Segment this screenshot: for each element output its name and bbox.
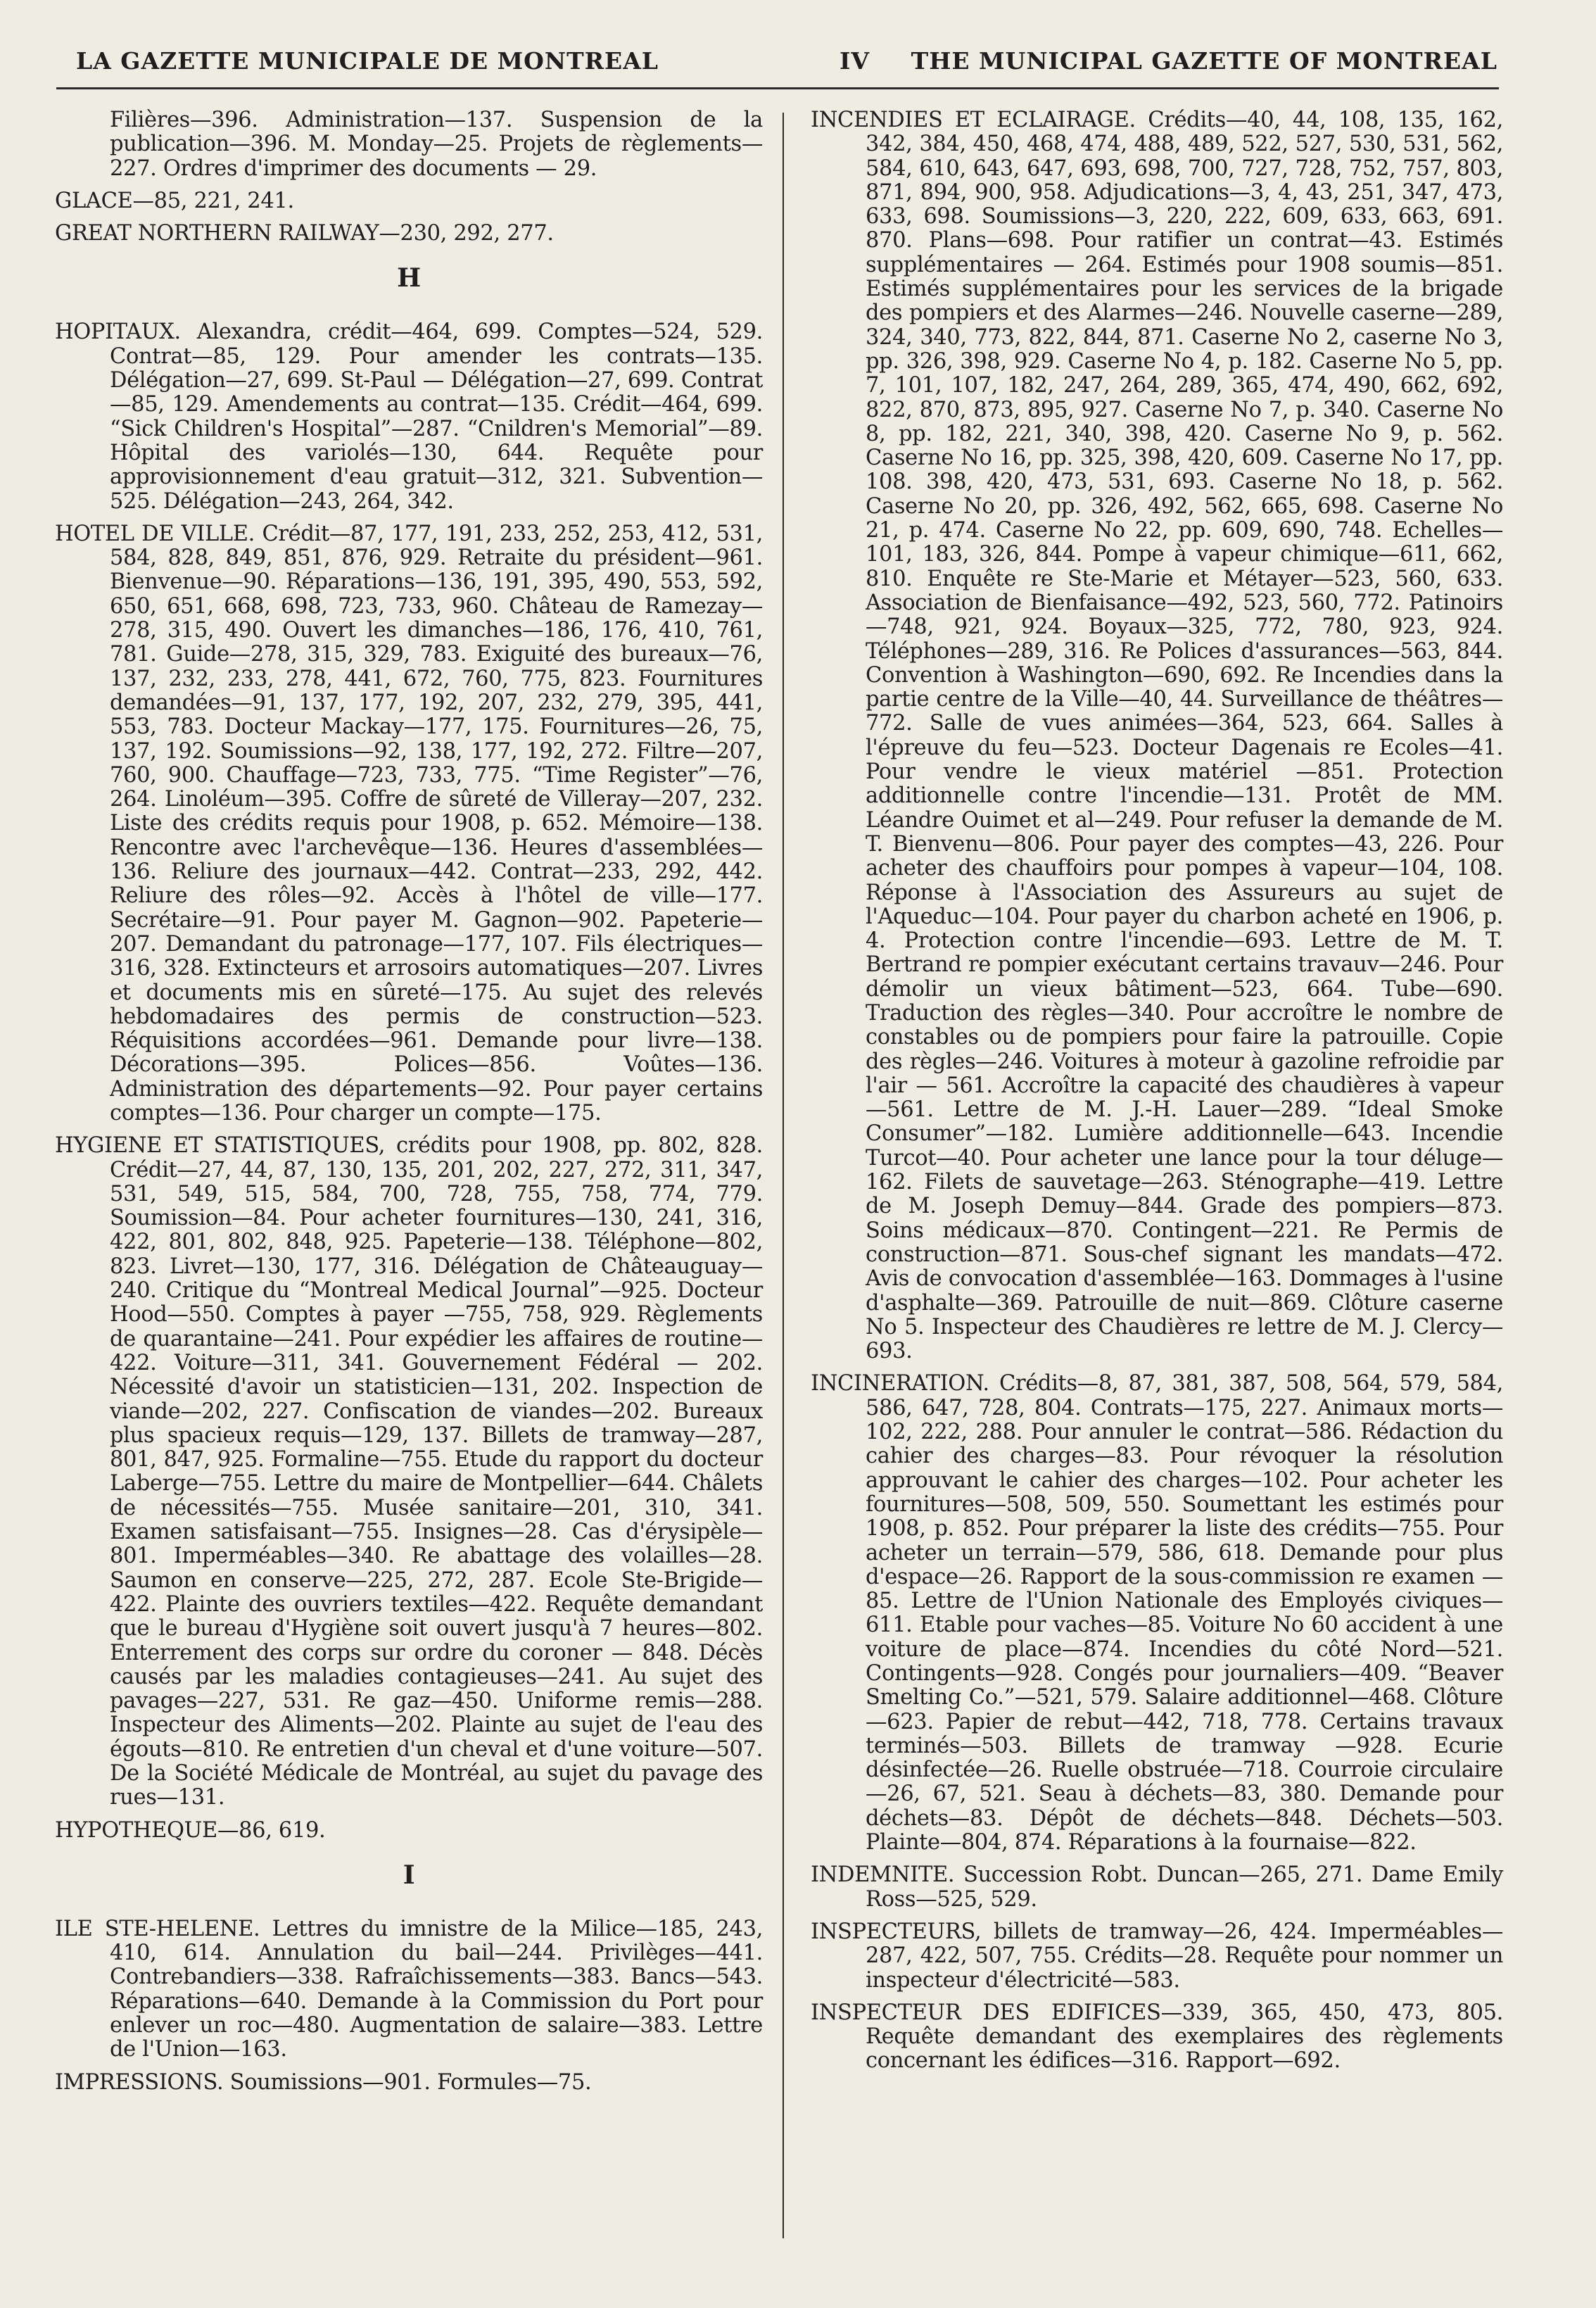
index-entry-inspecteurs: INSPECTEURS, billets de tramway—26, 424. Imperméables—287, 422, 507, 755. Crédits—28. Requête pour nommer un inspecteur d'électricité—583.	[811, 1919, 1503, 1993]
index-entry-incendies: INCENDIES ET ECLAIRAGE. Crédits—40, 44, 108, 135, 162, 342, 384, 450, 468, 474, 488, 489, 522, 527, 530, 531, 562, 584, 610, 643, 647, 693, 698, 700, 727, 728, 752, 757, 803, 871, 894, 900, 958. Adjudications—3, 4, 43, 251, 347, 473, 633, 698. Soumissions—3, 220, 222, 609, 633, 663, 691. 870. Plans—698. Pour ratifier un contrat—43. Estimés supplémentaires — 264. Estimés pour 1908 soumis—851. Estimés supplémentaires pour les services de la brigade des pompiers et des Alarmes—246. Nouvelle caserne—289, 324, 340, 773, 822, 844, 871. Caserne No 2, caserne No 3, pp. 326, 398, 929. Caserne No 4, p. 182. Caserne No 5, pp. 7, 101, 107, 182, 247, 264, 289, 365, 474, 490, 662, 692, 822, 870, 873, 895, 927. Caserne No 7, p. 340. Caserne No 8, pp. 182, 221, 340, 398, 420. Caserne No 9, p. 562. Caserne No 16, pp. 325, 398, 420, 609. Caserne No 17, pp. 108. 398, 420, 473, 531, 693. Caserne No 18, p. 562. Caserne No 20, pp. 326, 492, 562, 665, 698. Caserne No 21, p. 474. Caserne No 22, pp. 609, 690, 748. Echelles—101, 183, 326, 844. Pompe à vapeur chimique—611, 662, 810. Enquête re Ste-Marie et Métayer—523, 560, 633. Association de Bienfaisance—492, 523, 560, 772. Patinoirs—748, 921, 924. Boyaux—325, 772, 780, 923, 924. Téléphones—289, 316. Re Polices d'assurances—563, 844. Convention à Washington—690, 692. Re Incendies dans la partie centre de la Ville—40, 44. Surveillance de théâtres—772. Salle de vues animées—364, 523, 664. Salles à l'épreuve du feu—523. Docteur Dagenais re Ecoles—41. Pour vendre le vieux matériel —851. Protection additionnelle contre l'incendie—131. Protêt de MM. Léandre Ouimet et al—249. Pour refuser la demande de M. T. Bienvenu—806. Pour payer des comptes—43, 226. Pour acheter des chauffoirs pour pompes à vapeur—104, 108. Réponse à l'Association des Assureurs au sujet de l'Aqueduc—104. Pour payer du charbon acheté en 1906, p. 4. Protection contre l'incendie—693. Lettre de M. T. Bertrand re pompier exécutant certains travauv—246. Pour démolir un vieux bâtiment—523, 664. Tube—690. Traduction des règles—340. Pour accroître le nombre de constables ou de pompiers pour faire la patrouille. Copie des règles—246. Voitures à moteur à gazoline refroidie par l'air — 561. Accroître la capacité des chaudières à vapeur—561. Lettre de M. J.-H. Lauer—289. “Ideal Smoke Consumer”—182. Lumière additionnelle—643. Incendie Turcot—40. Pour acheter une lance pour la tour déluge—162. Filets de sauvetage—263. Sténographe—419. Lettre de M. Joseph Demuy—844. Grade des pompiers—873. Soins médicaux—870. Contingent—221. Re Permis de construction—871. Sous-chef signant les mandats—472. Avis de convocation d'assemblée—163. Dommages à l'usine d'asphalte—369. Patrouille de nuit—869. Clôture caserne No 5. Inspecteur des Chaudières re lettre de M. J. Clercy—693.	[811, 108, 1503, 1364]
index-entry-incineration: INCINERATION. Crédits—8, 87, 381, 387, 508, 564, 579, 584, 586, 647, 728, 804. Contrats—175, 227. Animaux morts—102, 222, 288. Pour annuler le contrat—586. Rédaction du cahier des charges—83. Pour révoquer la résolution approuvant le cahier des charges—102. Pour acheter les fournitures—508, 509, 550. Soumettant les estimés pour 1908, p. 852. Pour préparer la liste des crédits—755. Pour acheter un terrain—579, 586, 618. Demande pour plus d'espace—26. Rapport de la sous-commission re examen — 85. Lettre de l'Union Nationale des Employés civiques—611. Etable pour vaches—85. Voiture No 60 accident à une voiture de place—874. Incendies du côté Nord—521. Contingents—928. Congés pour journaliers—409. “Beaver Smelting Co.”—521, 579. Salaire additionnel—468. Clôture—623. Papier de rebut—442, 718, 778. Certains travaux terminés—503. Billets de tramway —928. Ecurie désinfectée—26. Ruelle obstruée—718. Courroie circulaire—26, 67, 521. Seau à déchets—83, 380. Demande pour déchets—83. Dépôt de déchets—848. Déchets—503. Plainte—804, 874. Réparations à la fournaise—822.	[811, 1371, 1503, 1855]
section-letter-i: I	[403, 1860, 415, 1890]
running-header	[76, 44, 1497, 79]
index-entry-glace: GLACE—85, 221, 241.	[55, 188, 294, 213]
index-entry-hygiene: HYGIENE ET STATISTIQUES, crédits pour 1908, pp. 802, 828. Crédit—27, 44, 87, 130, 135, 201, 202, 227, 272, 311, 347, 531, 549, 515, 584, 700, 728, 755, 758, 774, 779. Soumission—84. Pour acheter fournitures—130, 241, 316, 422, 801, 802, 848, 925. Papeterie—138. Téléphone—802, 823. Livret—130, 177, 316. Délégation de Châteauguay—240. Critique du “Montreal Medical Journal”—925. Docteur Hood—550. Comptes à payer —755, 758, 929. Règlements de quarantaine—241. Pour expédier les affaires de routine—422. Voiture—311, 341. Gouvernement Fédéral — 202. Nécessité d'avoir un statisticien—131, 202. Inspection de viande—202, 227. Confiscation de viandes—202. Bureaux plus spacieux requis—129, 137. Billets de tramway—287, 801, 847, 925. Formaline—755. Etude du rapport du docteur Laberge—755. Lettre du maire de Montpellier—644. Châlets de nécessités—755. Musée sanitaire—201, 310, 341. Examen satisfaisant—755. Insignes—28. Cas d'érysipèle—801. Imperméables—340. Re abattage des volailles—28. Saumon en conserve—225, 272, 287. Ecole Ste-Brigide—422. Plainte des ouvriers textiles—422. Requête demandant que le bureau d'Hygiène soit ouvert jusqu'à 7 heures—802. Enterrement des corps sur ordre du coroner — 848. Décès causés par les maladies contagieuses—241. Au sujet des pavages—227, 531. Re gaz—450. Uniforme remis—288. Inspecteur des Aliments—202. Plainte au sujet de l'eau des égouts—810. Re entretien d'un cheval et d'une voiture—507. De la Société Médicale de Montréal, au sujet du pavage des rues—131.	[55, 1133, 763, 1810]
header-french-title: LA GAZETTE MUNICIPALE DE MONTREAL	[76, 47, 659, 75]
left-column	[55, 108, 763, 2095]
index-entry-hopitaux: HOPITAUX. Alexandra, crédit—464, 699. Comptes—524, 529. Contrat—85, 129. Pour amender les contrats—135. Délégation—27, 699. St-Paul — Délégation—27, 699. Contrat—85, 129. Amendements au contrat—135. Crédit—464, 699. “Sick Children's Hospital”—287. “Cnildren's Memorial”—89. Hôpital des variolés—130, 644. Requête pour approvisionnement d'eau gratuit—312, 321. Subvention—525. Délégation—243, 264, 342.	[55, 320, 763, 514]
index-entry-hotel-de-ville: HOTEL DE VILLE. Crédit—87, 177, 191, 233, 252, 253, 412, 531, 584, 828, 849, 851, 876, 929. Retraite du président—961. Bienvenue—90. Réparations—136, 191, 395, 490, 553, 592, 650, 651, 668, 698, 723, 733, 960. Château de Ramezay—278, 315, 490. Ouvert les dimanches—186, 176, 410, 761, 781. Guide—278, 315, 329, 783. Exiguité des bureaux—76, 137, 232, 233, 278, 441, 672, 760, 775, 823. Fournitures demandées—91, 137, 177, 192, 207, 232, 279, 395, 441, 553, 783. Docteur Mackay—177, 175. Fournitures—26, 75, 137, 192. Soumissions—92, 138, 177, 192, 272. Filtre—207, 760, 900. Chauffage—723, 733, 775. “Time Register”—76, 264. Linoléum—395. Coffre de sûreté de Villeray—207, 232. Liste des crédits requis pour 1908, p. 652. Mémoire—138. Rencontre avec l'archevêque—136. Heures d'assemblées—136. Reliure des journaux—442. Contrat—233, 292, 442. Reliure des rôles—92. Accès à l'hôtel de ville—177. Secrétaire—91. Pour payer M. Gagnon—902. Papeterie—207. Demandant du patronage—177, 107. Fils électriques—316, 328. Extincteurs et arrosoirs automatiques—207. Livres et documents mis en sûreté—175. Au sujet des relevés hebdomadaires des permis de construction—523. Réquisitions accordées—961. Demande pour livre—138. Décorations—395. Polices—856. Voûtes—136. Administration des départements—92. Pour payer certains comptes—136. Pour charger un compte—175.	[55, 521, 763, 1125]
right-column	[811, 108, 1503, 2074]
index-entry-great-northern: GREAT NORTHERN RAILWAY—230, 292, 277.	[55, 221, 554, 246]
header-rule	[56, 87, 1499, 89]
page-number: IV	[840, 47, 870, 75]
index-entry-indemnite: INDEMNITE. Succession Robt. Duncan—265, 271. Dame Emily Ross—525, 529.	[811, 1862, 1503, 1912]
index-entry-hypotheque: HYPOTHEQUE—86, 619.	[55, 1817, 326, 1843]
column-divider	[783, 113, 784, 2238]
index-entry-ile-ste-helene: ILE STE-HELENE. Lettres du imnistre de la Milice—185, 243, 410, 614. Annulation du bail—244. Privilèges—441. Contrebandiers—338. Rafraîchissements—383. Bancs—543. Réparations—640. Demande à la Commission du Port pour enlever un roc—480. Augmentation de salaire—383. Lettre de l'Union—163.	[55, 1916, 763, 2062]
index-entry-impressions: IMPRESSIONS. Soumissions—901. Formules—75.	[55, 2069, 592, 2095]
index-entry-inspecteur-edifices: INSPECTEUR DES EDIFICES—339, 365, 450, 473, 805. Requête demandant des exemplaires des règlements concernant les édifices—316. Rapport—692.	[811, 2000, 1503, 2074]
header-english-title: THE MUNICIPAL GAZETTE OF MONTREAL	[911, 47, 1497, 75]
index-entry-continuation: Filières—396. Administration—137. Suspension de la publication—396. M. Monday—25. Projets de règlements—227. Ordres d'imprimer des documents — 29.	[110, 108, 763, 181]
section-letter-h: H	[397, 263, 421, 294]
